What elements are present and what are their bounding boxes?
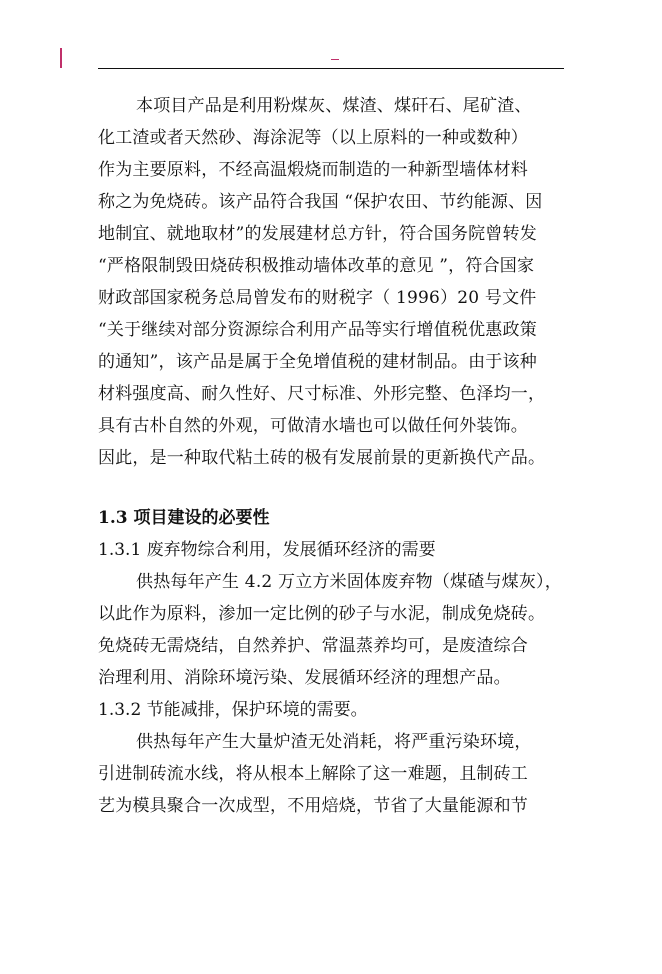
header-rule <box>98 68 564 69</box>
margin-marker <box>60 48 62 68</box>
paragraph-line: 地制宜、就地取材”的发展建材总方针，符合国务院曾转发 <box>98 224 537 244</box>
paragraph-line: 供热每年产生 4.2 万立方米固体废弃物（煤碴与煤灰）， <box>136 572 562 592</box>
paragraph-line: 作为主要原料，不经高温煅烧而制造的一种新型墙体材料 <box>98 160 528 180</box>
section-heading: 1.3 项目建设的必要性 <box>98 508 270 528</box>
subsection-title: 1.3.2 节能减排，保护环境的需要。 <box>98 700 368 720</box>
paragraph-line: 化工渣或者天然砂、海涂泥等（以上原料的一种或数种） <box>98 128 528 148</box>
paragraph-line: 的通知”，该产品是属于全免增值税的建材制品。由于该种 <box>98 352 537 372</box>
subsection-1-paragraph <box>98 566 568 694</box>
paragraph-line: 本项目产品是利用粉煤灰、煤渣、煤矸石、尾矿渣、 <box>136 96 532 116</box>
paragraph-line: “关于继续对部分资源综合利用产品等实行增值税优惠政策 <box>98 320 537 340</box>
paragraph-line: “严格限制毁田烧砖积极推动墙体改革的意见 ”，符合国家 <box>98 256 535 276</box>
section-gap <box>98 474 568 502</box>
subsection-2-paragraph <box>98 726 568 822</box>
paragraph-line: 艺为模具聚合一次成型，不用焙烧，节省了大量能源和节 <box>98 796 528 816</box>
document-body <box>98 90 568 822</box>
paragraph-line: 治理利用、消除环境污染、发展循环经济的理想产品。 <box>98 668 511 688</box>
paragraph-line: 供热每年产生大量炉渣无处消耗，将严重污染环境， <box>136 732 532 752</box>
paragraph-line: 具有古朴自然的外观，可做清水墙也可以做任何外装饰。 <box>98 416 528 436</box>
paragraph-line: 财政部国家税务总局曾发布的财税字（ 1996）20 号文件 <box>98 288 537 308</box>
paragraph-line: 因此，是一种取代粘土砖的极有发展前景的更新换代产品。 <box>98 448 546 468</box>
header-marker <box>331 59 339 60</box>
intro-paragraph <box>98 90 568 474</box>
paragraph-line: 引进制砖流水线，将从根本上解除了这一难题，且制砖工 <box>98 764 528 784</box>
paragraph-line: 以此作为原料，渗加一定比例的砂子与水泥，制成免烧砖。 <box>98 604 546 624</box>
paragraph-line: 称之为免烧砖。该产品符合我国 “保护农田、节约能源、因 <box>98 192 543 212</box>
subsection-title: 1.3.1 废弃物综合利用，发展循环经济的需要 <box>98 540 436 560</box>
paragraph-line: 材料强度高、耐久性好、尺寸标准、外形完整、色泽均一， <box>98 384 546 404</box>
paragraph-line: 免烧砖无需烧结，自然养护、常温蒸养均可，是废渣综合 <box>98 636 528 656</box>
